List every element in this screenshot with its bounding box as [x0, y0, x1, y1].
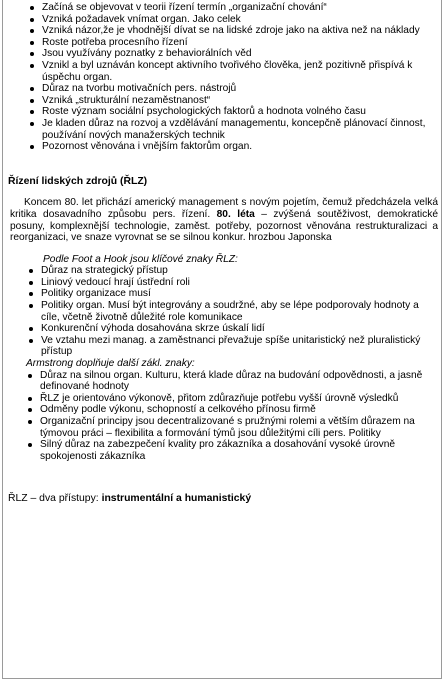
list-item: Roste potřeba procesního řízení — [8, 37, 440, 49]
list-item: Vzniká názor,že je vhodnější dívat se na lidské zdroje jako na aktiva než na náklady — [8, 25, 440, 37]
paragraph-bold: 80. léta — [216, 208, 255, 220]
list-item: Pozornost věnována i vnějším faktorům organ. — [8, 141, 440, 153]
bullet-list-armstrong — [8, 370, 440, 463]
section-heading: Řízení lidských zdrojů (ŘLZ) — [8, 175, 148, 187]
closing-prefix: ŘLZ – dva přístupy: — [8, 493, 99, 505]
list-item: Vznikl a byl uznáván koncept aktivního tvořivého člověka, jenž pozitivně přispívá k úspěchu organ. — [8, 60, 440, 83]
document-content — [8, 2, 440, 505]
list-item: ŘLZ je orientováno výkonově, přitom zdůrazňuje potřebu vyšší úrovně výsledků — [8, 393, 440, 405]
list-item: Vzniká „strukturální nezaměstnanost“ — [8, 95, 440, 107]
list-item: Začíná se objevovat v teorii řízení termín „organizační chování“ — [8, 2, 440, 14]
bullet-list-changes — [8, 2, 440, 153]
intro-paragraph — [8, 197, 440, 243]
paragraph-text: Koncem 80. let přichází americký management s novým pojetím, čemuž předcházela velká kritika dosavadního způsobu pers. řízení. — [10, 197, 438, 220]
list-item: Politiky organizace musí — [8, 288, 440, 300]
closing-line — [8, 493, 440, 505]
list-item: Organizační principy jsou decentralizované s pružnými rolemi a větším důrazem na týmovou práci – flexibilita a formování týmů jsou důležitými cíli pers. Politiky — [8, 416, 440, 439]
list-item: Konkurenční výhoda dosahována skrze úskalí lidí — [8, 323, 440, 335]
list-item: Vzniká požadavek vnímat organ. Jako celek — [8, 14, 440, 26]
list-item: Důraz na tvorbu motivačních pers. nástrojů — [8, 83, 440, 95]
list-item: Silný důraz na zabezpečení kvality pro zákazníka a dosahování vysoké úrovně spokojenosti zákazníka — [8, 439, 440, 462]
list-item: Politiky organ. Musí být integrovány a soudržné, aby se lépe podporovaly hodnoty a cíle, včetně životně důležité role komunikace — [8, 300, 440, 323]
paragraph-text: – zvýšená soutěživost, demokratické posuny, komplexnější technologie, zaměst. potřeby, pozornost věnována restrukturalizaci a reorganizaci, ve snaze vyrovnat se se silnou konkur. hrozbou Japonska — [10, 208, 438, 244]
list-item: Důraz na strategický přístup — [8, 265, 440, 277]
list-item: Důraz na silnou organ. Kulturu, která klade důraz na budování odpovědnosti, a jasně definované hodnoty — [8, 370, 440, 393]
list-item: Jsou využívány poznatky z behaviorálních věd — [8, 48, 440, 60]
subheading-foot-hook: Podle Foot a Hook jsou klíčové znaky ŘLZ: — [43, 253, 238, 265]
closing-bold: instrumentální a humanistický — [101, 493, 252, 505]
list-item: Roste význam sociální psychologických faktorů a hodnota volného času — [8, 106, 440, 118]
list-item: Liniový vedoucí hrají ústřední roli — [8, 277, 440, 289]
list-item: Je kladen důraz na rozvoj a vzdělávání managementu, koncepčně plánovací činnost, používání nových manažerských technik — [8, 118, 440, 141]
bullet-list-key-features — [8, 265, 440, 358]
subheading-armstrong: Armstrong doplňuje další zákl. znaky: — [26, 358, 195, 370]
list-item: Odměny podle výkonu, schopností a celkového přínosu firmě — [8, 404, 440, 416]
list-item: Ve vztahu mezi manag. a zaměstnanci převažuje spíše unitaristický než pluralistický přístup — [8, 335, 440, 358]
